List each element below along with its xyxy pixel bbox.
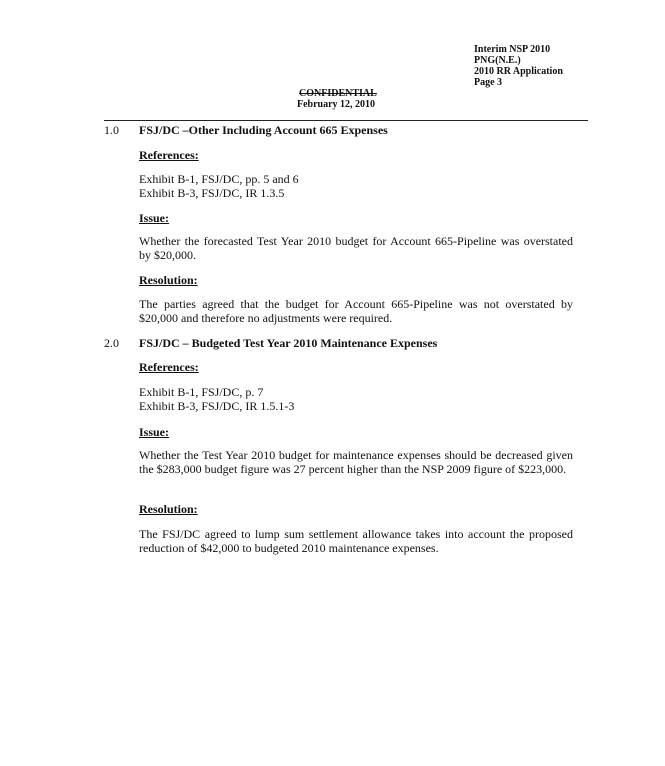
references-list	[139, 385, 573, 413]
header-line: Interim NSP 2010	[474, 44, 551, 55]
document-date: February 12, 2010	[297, 99, 376, 110]
issue-text: Whether the forecasted Test Year 2010 budget for Account 665-Pipeline was overstated by $20,000.	[139, 234, 573, 262]
reference-item: Exhibit B-1, FSJ/DC, p. 7	[139, 385, 264, 399]
section-title: FSJ/DC –Other Including Account 665 Expenses	[139, 123, 388, 137]
document-header	[474, 44, 563, 88]
references-heading: References:	[139, 360, 199, 374]
reference-item: Exhibit B-3, FSJ/DC, IR 1.3.5	[139, 186, 285, 200]
confidential-block	[297, 88, 377, 110]
header-line: Page 3	[474, 77, 503, 88]
section-number: 1.0	[104, 123, 119, 137]
references-list	[139, 172, 573, 200]
resolution-text: The parties agreed that the budget for Account 665-Pipeline was not overstated by $20,000 and therefore no adjustments were required.	[139, 297, 573, 325]
issue-heading: Issue:	[139, 425, 170, 439]
resolution-heading: Resolution:	[139, 502, 198, 516]
reference-item: Exhibit B-1, FSJ/DC, pp. 5 and 6	[139, 172, 299, 186]
resolution-text: The FSJ/DC agreed to lump sum settlement allowance takes into account the proposed reduction of $42,000 to budgeted 2010 maintenance expenses.	[139, 527, 573, 555]
section-number: 2.0	[104, 336, 119, 350]
references-heading: References:	[139, 148, 199, 162]
section-title: FSJ/DC – Budgeted Test Year 2010 Maintenance Expenses	[139, 336, 438, 350]
issue-heading: Issue:	[139, 211, 170, 225]
reference-item: Exhibit B-3, FSJ/DC, IR 1.5.1-3	[139, 399, 295, 413]
issue-text: Whether the Test Year 2010 budget for maintenance expenses should be decreased given the $283,000 budget figure was 27 percent higher than the NSP 2009 figure of $223,000.	[139, 448, 573, 476]
resolution-heading: Resolution:	[139, 273, 198, 287]
header-divider	[104, 120, 588, 121]
header-line: 2010 RR Application	[474, 66, 563, 77]
header-line: PNG(N.E.)	[474, 55, 521, 66]
confidential-label: CONFIDENTIAL	[299, 88, 377, 99]
